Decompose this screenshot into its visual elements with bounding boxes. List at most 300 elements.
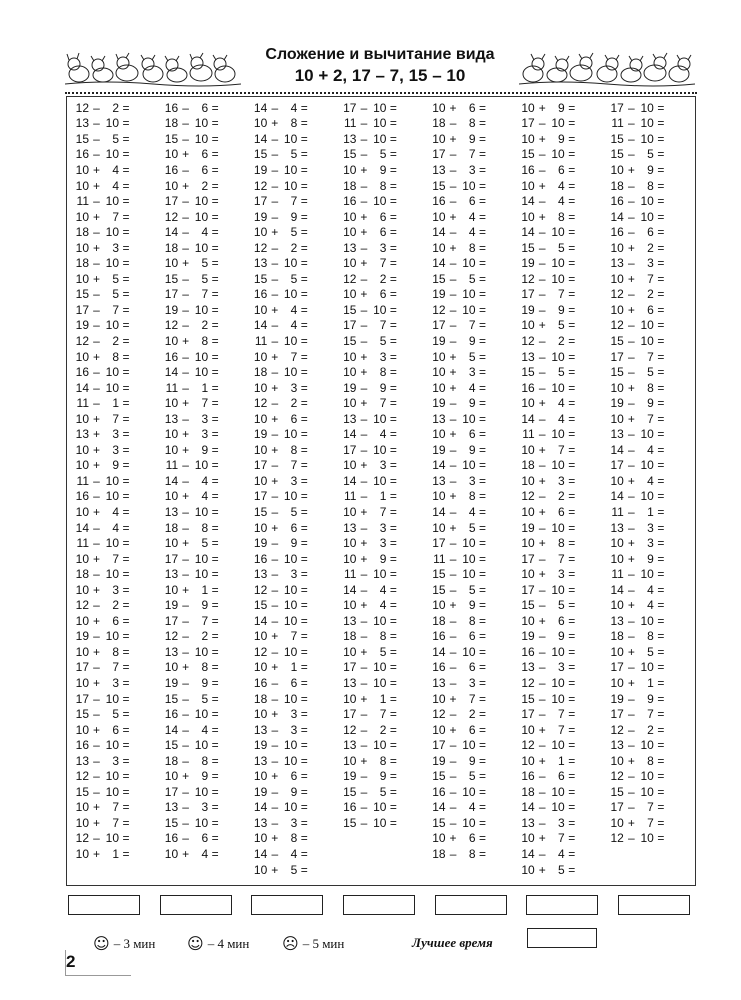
exercise-item: 13 – 10 =: [164, 644, 219, 659]
exercise-item: 16 – 10 =: [432, 784, 487, 799]
exercise-item: 13 – 10 =: [164, 504, 219, 519]
smile-neutral-icon: ☺: [187, 934, 204, 953]
exercise-item: 10 + 1 =: [343, 691, 397, 706]
exercise-item: 10 + 6 =: [432, 831, 487, 846]
exercise-item: 10 + 7 =: [75, 411, 130, 426]
exercise-item: 10 + 5 =: [164, 536, 219, 551]
exercise-item: 19 – 9 =: [164, 598, 219, 613]
exercise-item: 10 + 3 =: [75, 442, 130, 457]
exercise-item: 12 – 2 =: [343, 722, 397, 737]
exercise-item: 15 – 10 =: [164, 131, 219, 146]
exercise-item: 19 – 10 =: [75, 318, 130, 333]
exercise-item: 15 – 10 =: [75, 784, 130, 799]
exercise-item: 14 – 10 =: [432, 644, 487, 659]
exercise-item: 11 – 10 =: [611, 116, 665, 131]
exercise-item: 12 – 2 =: [253, 396, 308, 411]
exercise-item: 19 – 10 =: [164, 302, 219, 317]
exercise-item: 18 – 10 =: [521, 458, 576, 473]
answer-box-7[interactable]: [618, 895, 690, 915]
exercise-item: 14 – 4 =: [521, 847, 576, 862]
exercise-item: 10 + 3 =: [343, 458, 397, 473]
exercise-item: 14 – 4 =: [164, 225, 219, 240]
exercise-item: 14 – 10 =: [253, 131, 308, 146]
exercise-column: [517, 100, 606, 885]
exercise-item: 14 – 4 =: [164, 473, 219, 488]
exercise-item: 17 – 10 =: [343, 100, 397, 115]
exercise-item: 16 – 10 =: [343, 800, 397, 815]
exercise-item: 10 + 8 =: [610, 380, 665, 395]
exercise-item: 10 + 3 =: [432, 365, 487, 380]
exercise-item: 15 – 10 =: [164, 815, 219, 830]
exercise-item: 16 – 6 =: [164, 100, 219, 115]
exercise-item: 10 + 6 =: [164, 147, 219, 162]
exercise-item: 17 – 10 =: [521, 582, 576, 597]
exercise-item: 14 – 4 =: [343, 582, 397, 597]
exercise-item: 14 – 10 =: [432, 256, 487, 271]
exercise-item: 12 – 2 =: [75, 598, 130, 613]
exercise-item: 11 – 1 =: [343, 489, 397, 504]
exercise-item: 10 + 4 =: [432, 209, 487, 224]
exercise-item: 10 + 8 =: [432, 489, 487, 504]
exercise-item: 10 + 1 =: [253, 660, 308, 675]
answer-boxes: [68, 895, 696, 915]
exercise-item: 15 – 5 =: [164, 271, 219, 286]
exercise-item: 10 + 5 =: [75, 271, 130, 286]
exercise-item: 10 + 3 =: [610, 536, 665, 551]
exercise-item: 11 – 10 =: [611, 567, 665, 582]
exercise-item: 15 – 5 =: [253, 271, 308, 286]
exercise-item: 15 – 5 =: [253, 147, 308, 162]
exercise-item: 14 – 10 =: [253, 613, 308, 628]
page-title: Сложение и вычитание вида: [265, 46, 495, 63]
exercise-item: 13 – 3 =: [253, 567, 308, 582]
exercise-item: 17 – 7 =: [343, 318, 397, 333]
exercise-item: 11 – 1 =: [611, 504, 665, 519]
exercise-item: 14 – 10 =: [75, 380, 130, 395]
exercise-item: 14 – 4 =: [164, 722, 219, 737]
exercise-item: 19 – 9 =: [432, 442, 487, 457]
exercise-item: 15 – 5 =: [343, 147, 397, 162]
exercise-item: 11 – 10 =: [165, 458, 219, 473]
exercise-item: 17 – 7 =: [521, 707, 576, 722]
exercise-item: 16 – 10 =: [75, 738, 130, 753]
exercise-item: 17 – 7 =: [343, 707, 397, 722]
exercise-item: 10 + 7 =: [253, 349, 308, 364]
exercise-item: 15 – 5 =: [75, 287, 130, 302]
exercise-item: 10 + 7 =: [610, 271, 665, 286]
exercise-item: 10 + 7 =: [521, 831, 576, 846]
exercise-column: [71, 100, 160, 885]
exercise-item: 10 + 1 =: [164, 582, 219, 597]
exercise-item: 18 – 10 =: [75, 567, 130, 582]
exercise-item: 12 – 10 =: [164, 209, 219, 224]
exercise-item: 10 + 3 =: [343, 536, 397, 551]
exercise-column: [160, 100, 249, 885]
exercise-item: 10 + 4 =: [75, 504, 130, 519]
exercise-item: 10 + 7 =: [75, 800, 130, 815]
exercise-item: 13 + 3 =: [75, 427, 130, 442]
exercise-item: 13 – 3 =: [343, 520, 397, 535]
exercise-item: 14 – 4 =: [521, 194, 576, 209]
exercise-item: 17 – 10 =: [521, 116, 576, 131]
exercise-item: 13 – 10 =: [343, 676, 397, 690]
exercise-item: 12 – 10 =: [432, 302, 487, 317]
exercise-item: 17 – 10 =: [253, 489, 308, 504]
exercise-item: 15 – 5 =: [521, 240, 576, 255]
exercise-item: 12 – 10 =: [521, 271, 576, 286]
exercise-item: 15 – 10 =: [343, 815, 397, 830]
answer-box-6[interactable]: [526, 895, 598, 915]
exercise-item: 10 + 9 =: [343, 551, 397, 566]
exercise-item: 13 – 10 =: [343, 411, 397, 426]
exercise-item: 19 – 10 =: [521, 256, 576, 271]
exercise-item: 10 + 6 =: [75, 722, 130, 737]
exercise-item: 14 – 4 =: [343, 427, 397, 442]
exercise-item: 15 – 5 =: [521, 365, 576, 380]
exercise-item: 15 – 10 =: [610, 131, 665, 146]
exercise-item: 18 – 8 =: [432, 116, 487, 131]
exercise-item: 13 – 3 =: [610, 520, 665, 535]
exercise-item: 11 – 10 =: [343, 116, 397, 131]
exercise-item: 16 – 10 =: [164, 707, 219, 722]
exercise-item: 14 – 4 =: [610, 582, 665, 597]
exercise-item: 10 + 6 =: [75, 613, 130, 628]
best-time-box[interactable]: [527, 928, 597, 948]
exercise-item: 17 – 7 =: [432, 318, 487, 333]
exercise-item: 13 – 10 =: [164, 567, 219, 582]
header-divider: [65, 92, 697, 94]
exercise-item: 14 – 10 =: [521, 225, 576, 240]
exercise-item: 10 + 4 =: [521, 396, 576, 411]
exercise-item: 17 – 10 =: [164, 194, 219, 209]
exercise-item: 10 + 3 =: [75, 676, 130, 690]
exercise-item: 17 – 7 =: [253, 458, 308, 473]
exercise-item: 13 – 10 =: [253, 256, 308, 271]
exercise-item: 12 – 2 =: [432, 707, 487, 722]
exercise-item: 19 – 9 =: [432, 753, 487, 768]
exercise-item: 13 – 3 =: [164, 411, 219, 426]
exercise-item: 16 – 10 =: [521, 380, 576, 395]
exercise-item: 17 – 10 =: [75, 691, 130, 706]
exercise-item: 17 – 7 =: [253, 194, 308, 209]
exercise-item: 10 + 3 =: [521, 567, 576, 582]
exercise-item: 10 + 6 =: [432, 427, 487, 442]
exercise-item: 17 – 10 =: [610, 458, 665, 473]
exercise-item: 12 – 10 =: [75, 769, 130, 784]
exercise-item: 10 + 7 =: [343, 256, 397, 271]
exercise-item: 12 – 2 =: [610, 722, 665, 737]
exercise-item: 11 – 10 =: [522, 427, 576, 442]
exercise-item: 10 + 8 =: [75, 644, 130, 659]
exercise-item: 13 – 3 =: [521, 815, 576, 830]
exercise-item: 10 + 2 =: [610, 240, 665, 255]
exercise-item: 10 + 8 =: [253, 116, 308, 131]
exercise-item: 14 – 4 =: [253, 100, 308, 115]
exercise-item: 10 + 6 =: [343, 287, 397, 302]
exercise-item: 15 – 5 =: [610, 147, 665, 162]
exercise-item: 15 – 5 =: [343, 784, 397, 799]
exercise-item: 13 – 10 =: [432, 411, 487, 426]
exercise-item: 14 – 10 =: [343, 473, 397, 488]
exercise-item: 17 – 10 =: [164, 551, 219, 566]
exercise-item: 17 – 10 =: [343, 442, 397, 457]
exercise-item: 10 + 5 =: [164, 256, 219, 271]
exercise-item: 10 + 5 =: [610, 644, 665, 659]
exercise-item: 18 – 8 =: [343, 178, 397, 193]
exercise-item: 13 – 10 =: [610, 738, 665, 753]
exercise-item: 15 – 10 =: [432, 178, 487, 193]
exercise-item: 16 – 6 =: [432, 660, 487, 675]
exercise-item: 19 – 10 =: [253, 427, 308, 442]
exercise-item: 12 – 10 =: [253, 178, 308, 193]
exercise-item: 10 + 9 =: [521, 100, 576, 115]
exercise-item: 10 + 8 =: [521, 536, 576, 551]
exercise-item: 15 – 10 =: [343, 302, 397, 317]
exercise-item: 10 + 5 =: [343, 644, 397, 659]
exercise-item: 11 – 10 =: [76, 194, 130, 209]
exercise-item: 10 + 6 =: [610, 302, 665, 317]
exercise-item: 17 – 10 =: [610, 100, 665, 115]
exercise-item: 18 – 10 =: [253, 365, 308, 380]
exercise-item: 15 – 5 =: [253, 504, 308, 519]
exercise-item: 19 – 9 =: [521, 629, 576, 644]
exercise-item: 13 – 10 =: [343, 738, 397, 753]
exercise-item: 11 – 10 =: [343, 567, 397, 582]
exercise-item: 10 + 6 =: [521, 504, 576, 519]
exercise-item: 16 – 6 =: [432, 629, 487, 644]
exercise-item: 10 + 9 =: [164, 769, 219, 784]
exercise-item: 10 + 4 =: [164, 847, 219, 862]
best-time-label: Лучшее время: [412, 935, 493, 950]
exercise-item: 10 + 4 =: [75, 162, 130, 177]
exercise-item: 16 – 6 =: [521, 769, 576, 784]
exercise-item: 14 – 4 =: [75, 520, 130, 535]
exercise-item: 19 – 9 =: [521, 302, 576, 317]
exercise-item: 19 – 9 =: [432, 333, 487, 348]
exercise-item: 15 – 5 =: [610, 365, 665, 380]
exercise-item: 17 – 7 =: [432, 147, 487, 162]
exercise-item: 18 – 10 =: [253, 691, 308, 706]
exercise-item: 17 – 7 =: [610, 800, 665, 815]
exercise-item: 18 – 8 =: [432, 847, 487, 862]
exercise-item: 14 – 10 =: [610, 489, 665, 504]
exercise-item: 10 + 7 =: [432, 691, 487, 706]
exercise-item: 17 – 7 =: [164, 613, 219, 628]
timing-fast-label: – 3 мин: [113, 935, 156, 951]
exercise-item: 13 – 3 =: [253, 815, 308, 830]
exercise-item: 12 – 2 =: [164, 629, 219, 644]
timing-slow-label: – 5 мин: [302, 935, 345, 951]
exercise-item: 17 – 7 =: [610, 707, 665, 722]
exercise-item: 10 + 5 =: [521, 862, 576, 877]
exercise-item: 10 + 9 =: [432, 131, 487, 146]
exercise-item: 10 + 3 =: [75, 582, 130, 597]
exercise-item: 19 – 10 =: [253, 162, 308, 177]
exercise-item: 14 – 4 =: [432, 800, 487, 815]
exercise-item: 15 – 10 =: [432, 815, 487, 830]
page-subtitle: 10 + 2, 17 – 7, 15 – 10: [294, 66, 466, 85]
answer-box-5[interactable]: [435, 895, 507, 915]
exercise-item: 10 + 9 =: [610, 551, 665, 566]
exercise-item: 13 – 3 =: [432, 473, 487, 488]
exercise-item: 15 – 5 =: [432, 582, 487, 597]
exercise-item: 10 + 8 =: [253, 442, 308, 457]
exercise-item: 10 + 6 =: [343, 225, 397, 240]
exercise-item: 10 + 7 =: [521, 442, 576, 457]
exercise-item: 16 – 6 =: [432, 194, 487, 209]
exercise-item: 19 – 9 =: [253, 209, 308, 224]
exercise-item: 18 – 8 =: [164, 753, 219, 768]
exercise-item: 10 + 4 =: [521, 178, 576, 193]
exercise-item: 17 – 10 =: [432, 536, 487, 551]
exercise-item: 16 – 10 =: [75, 365, 130, 380]
answer-box-3[interactable]: [251, 895, 323, 915]
exercise-item: 10 + 6 =: [343, 209, 397, 224]
exercise-item: 15 – 10 =: [164, 738, 219, 753]
exercise-column: [606, 100, 695, 885]
exercise-item: 16 – 10 =: [521, 644, 576, 659]
exercise-item: 15 – 10 =: [432, 567, 487, 582]
exercise-item: 10 + 8 =: [164, 660, 219, 675]
exercise-item: 17 – 7 =: [75, 302, 130, 317]
exercise-item: 17 – 7 =: [164, 287, 219, 302]
exercise-column: [428, 100, 517, 885]
exercise-item: 10 + 8 =: [75, 349, 130, 364]
exercise-item: 10 + 6 =: [253, 769, 308, 784]
exercise-item: 10 + 8 =: [343, 365, 397, 380]
exercise-item: 15 – 10 =: [253, 598, 308, 613]
exercise-item: 10 + 6 =: [253, 411, 308, 426]
exercise-item: 17 – 10 =: [432, 738, 487, 753]
answer-box-1[interactable]: [68, 895, 140, 915]
exercise-item: 17 – 10 =: [164, 784, 219, 799]
answer-box-4[interactable]: [343, 895, 415, 915]
exercise-column: [249, 100, 338, 885]
exercise-item: 13 – 10 =: [610, 613, 665, 628]
exercise-item: 16 – 10 =: [75, 489, 130, 504]
exercise-item: 10 + 3 =: [164, 427, 219, 442]
exercise-item: 17 – 7 =: [521, 287, 576, 302]
exercise-item: 11 – 10 =: [254, 333, 308, 348]
exercise-item: 19 – 9 =: [432, 396, 487, 411]
exercise-item: 16 – 10 =: [610, 194, 665, 209]
exercise-item: 18 – 10 =: [521, 784, 576, 799]
page-corner-horizontal: [65, 975, 131, 976]
exercise-item: 15 – 5 =: [164, 691, 219, 706]
exercise-item: 10 + 9 =: [610, 162, 665, 177]
exercise-item: 16 – 10 =: [164, 349, 219, 364]
exercise-item: 15 – 5 =: [521, 598, 576, 613]
exercise-item: 15 – 5 =: [432, 769, 487, 784]
exercise-item: 10 + 6 =: [432, 722, 487, 737]
exercise-item: 19 – 9 =: [343, 769, 397, 784]
exercise-item: 10 + 3 =: [521, 473, 576, 488]
exercise-item: 18 – 10 =: [75, 256, 130, 271]
exercise-item: 14 – 10 =: [610, 209, 665, 224]
exercise-item: 14 – 4 =: [253, 847, 308, 862]
exercise-item: 12 – 10 =: [75, 831, 130, 846]
exercise-item: 10 + 1 =: [521, 753, 576, 768]
exercise-column: [338, 100, 427, 885]
timing-medium: [187, 934, 249, 953]
exercise-item: 10 + 8 =: [610, 753, 665, 768]
answer-box-2[interactable]: [160, 895, 232, 915]
exercise-item: 14 – 10 =: [432, 458, 487, 473]
exercise-item: 10 + 3 =: [343, 349, 397, 364]
header: [65, 40, 695, 92]
exercise-item: 10 + 8 =: [164, 333, 219, 348]
exercise-item: 12 – 2 =: [164, 318, 219, 333]
exercise-item: 12 – 2 =: [253, 240, 308, 255]
exercise-item: 19 – 9 =: [343, 380, 397, 395]
exercise-item: 10 + 4 =: [343, 598, 397, 613]
exercise-item: 11 – 1 =: [76, 396, 130, 411]
exercise-item: 15 – 10 =: [521, 691, 576, 706]
exercise-item: 19 – 9 =: [253, 536, 308, 551]
exercise-item: 10 + 6 =: [521, 613, 576, 628]
exercise-item: 17 – 7 =: [610, 349, 665, 364]
exercise-item: 13 – 3 =: [432, 676, 487, 690]
exercise-item: 10 + 7 =: [343, 396, 397, 411]
exercise-item: 13 – 3 =: [75, 753, 130, 768]
exercise-item: 16 – 10 =: [253, 551, 308, 566]
exercise-item: 10 + 8 =: [521, 209, 576, 224]
exercise-item: 16 – 6 =: [521, 162, 576, 177]
exercise-item: 14 – 4 =: [610, 442, 665, 457]
exercise-item: 11 – 1 =: [165, 380, 219, 395]
exercise-item: 10 + 7 =: [521, 722, 576, 737]
exercise-item: 10 + 5 =: [521, 318, 576, 333]
exercise-item: 10 + 1 =: [610, 676, 665, 690]
exercise-item: 18 – 8 =: [343, 629, 397, 644]
exercise-item: 12 – 10 =: [253, 644, 308, 659]
exercise-item: 10 + 7 =: [253, 629, 308, 644]
exercise-item: 13 – 10 =: [610, 427, 665, 442]
exercise-item: 19 – 10 =: [521, 520, 576, 535]
smile-happy-icon: ☺: [93, 934, 110, 953]
exercise-item: 13 – 10 =: [75, 116, 130, 131]
exercise-item: 10 + 5 =: [253, 862, 308, 877]
exercise-item: 15 – 5 =: [75, 131, 130, 146]
exercise-columns: [71, 100, 695, 885]
exercise-item: 10 + 9 =: [432, 598, 487, 613]
exercise-item: 15 – 10 =: [521, 147, 576, 162]
exercise-item: 10 + 9 =: [164, 442, 219, 457]
exercise-item: 12 – 2 =: [343, 271, 397, 286]
exercise-item: 10 + 2 =: [164, 178, 219, 193]
exercise-item: 10 + 4 =: [610, 598, 665, 613]
exercise-item: 13 – 3 =: [432, 162, 487, 177]
exercise-item: 10 + 5 =: [253, 225, 308, 240]
exercise-item: 13 – 10 =: [343, 613, 397, 628]
exercise-item: 12 – 10 =: [521, 676, 576, 690]
exercise-item: 17 – 10 =: [343, 660, 397, 675]
exercise-item: 12 – 2 =: [75, 100, 130, 115]
exercise-item: 18 – 8 =: [432, 613, 487, 628]
exercise-item: 19 – 10 =: [75, 629, 130, 644]
exercise-item: 10 + 4 =: [253, 302, 308, 317]
exercise-item: 12 – 2 =: [610, 287, 665, 302]
timing-medium-label: – 4 мин: [207, 935, 250, 951]
page-number: 2: [66, 952, 76, 971]
exercise-item: 16 – 6 =: [253, 676, 308, 690]
exercise-item: 12 – 2 =: [521, 489, 576, 504]
exercise-item: 17 – 10 =: [610, 660, 665, 675]
exercise-item: 18 – 10 =: [164, 116, 219, 131]
exercise-item: 16 – 6 =: [164, 831, 219, 846]
exercise-item: 14 – 4 =: [432, 225, 487, 240]
exercise-item: 10 + 7 =: [610, 411, 665, 426]
